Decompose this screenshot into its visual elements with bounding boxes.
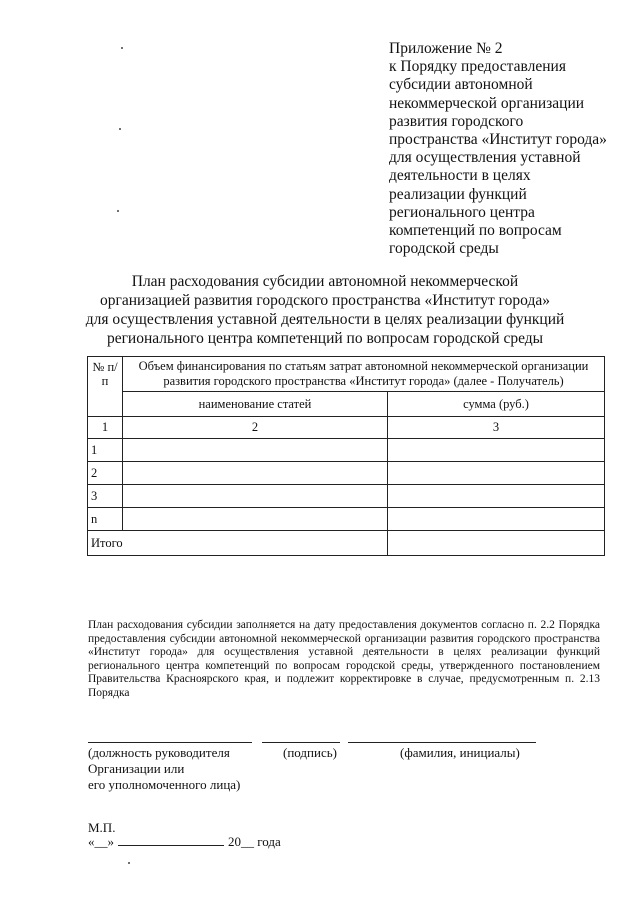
table-subheader-row xyxy=(88,392,605,417)
appendix-line: компетенций по вопросам xyxy=(389,222,562,240)
signature-line[interactable] xyxy=(262,742,340,743)
table-row xyxy=(88,439,605,462)
scan-dot xyxy=(121,47,123,49)
appendix-line: регионального центра xyxy=(389,203,535,221)
appendix-line: развития городского xyxy=(389,112,524,130)
row-sum-cell[interactable] xyxy=(388,508,605,531)
date-day[interactable]: «__» xyxy=(88,834,114,849)
position-label: (должность руководителя xyxy=(88,745,230,760)
index-cell: 2 xyxy=(123,417,388,439)
name-label: (фамилия, инициалы) xyxy=(400,745,520,760)
title-line: организацией развития городского пространства «Институт города» xyxy=(100,292,550,309)
name-signature-line[interactable] xyxy=(348,742,536,743)
row-num: 2 xyxy=(88,462,123,485)
table-header-row xyxy=(88,357,605,392)
title-line: регионального центра компетенций по вопросам городской среды xyxy=(106,330,544,347)
appendix-line: к Порядку предоставления xyxy=(389,58,566,76)
date-field xyxy=(88,834,281,850)
index-cell: 3 xyxy=(388,417,605,439)
table-row xyxy=(88,485,605,508)
appendix-line: некоммерческой организации xyxy=(389,94,585,112)
num-header: № п/п xyxy=(88,357,123,417)
col-sum-header: сумма (руб.) xyxy=(388,392,605,417)
appendix-line: субсидии автономной xyxy=(389,76,533,94)
table-total-row xyxy=(88,531,605,556)
position-label-line3: его уполномоченного лица) xyxy=(88,777,241,792)
total-sum-cell[interactable] xyxy=(388,531,605,556)
stamp-label: М.П. xyxy=(88,820,116,835)
row-num: 1 xyxy=(88,439,123,462)
signature-label: (подпись) xyxy=(283,745,337,760)
row-name-cell[interactable] xyxy=(123,439,388,462)
title-line: План расходования субсидии автономной некоммерческой xyxy=(131,273,519,290)
main-header: Объем финансирования по статьям затрат автономной некоммерческой организации развития городского пространства «Институт города» (далее - Получатель) xyxy=(123,357,605,392)
appendix-line: деятельности в целях xyxy=(389,167,531,185)
row-sum-cell[interactable] xyxy=(388,485,605,508)
scan-dot xyxy=(119,128,121,130)
appendix-line: Приложение № 2 xyxy=(389,40,503,57)
position-label-line2: Организации или xyxy=(88,761,185,776)
date-month-blank[interactable] xyxy=(118,835,224,846)
total-label: Итого xyxy=(88,531,388,556)
row-name-cell[interactable] xyxy=(123,462,388,485)
appendix-header xyxy=(389,40,629,258)
row-num: 3 xyxy=(88,485,123,508)
note-paragraph: План расходования субсидии заполняется на дату предоставления документов согласно п. 2.2 Порядка предоставления субсидии автономной некоммерческой организации развития городского пространства «Институт города» для осуществления уставной деятельности в целях реализации функций регионального центра компетенций по вопросам городской среды, утвержденного постановлением Правительства Красноярского края, и подлежит корректировке в случае, предусмотренным п. 2.13 Порядка xyxy=(88,619,600,699)
scan-dot xyxy=(128,862,130,864)
appendix-line: реализации функций xyxy=(389,185,527,203)
title-line: для осуществления уставной деятельности в целях реализации функций xyxy=(85,311,565,328)
expense-plan-table xyxy=(87,356,605,556)
appendix-line: для осуществления уставной xyxy=(389,149,581,167)
table-row xyxy=(88,508,605,531)
scan-dot xyxy=(117,210,119,212)
row-sum-cell[interactable] xyxy=(388,462,605,485)
appendix-line: пространства «Институт города» xyxy=(389,131,607,149)
index-cell: 1 xyxy=(88,417,123,439)
row-name-cell[interactable] xyxy=(123,485,388,508)
position-signature-line[interactable] xyxy=(88,742,252,743)
table-row xyxy=(88,462,605,485)
table-index-row xyxy=(88,417,605,439)
col-name-header: наименование статей xyxy=(123,392,388,417)
document-title xyxy=(40,272,610,348)
row-name-cell[interactable] xyxy=(123,508,388,531)
date-year[interactable]: 20__ года xyxy=(228,834,281,849)
row-num: n xyxy=(88,508,123,531)
row-sum-cell[interactable] xyxy=(388,439,605,462)
appendix-line: городской среды xyxy=(389,240,499,258)
